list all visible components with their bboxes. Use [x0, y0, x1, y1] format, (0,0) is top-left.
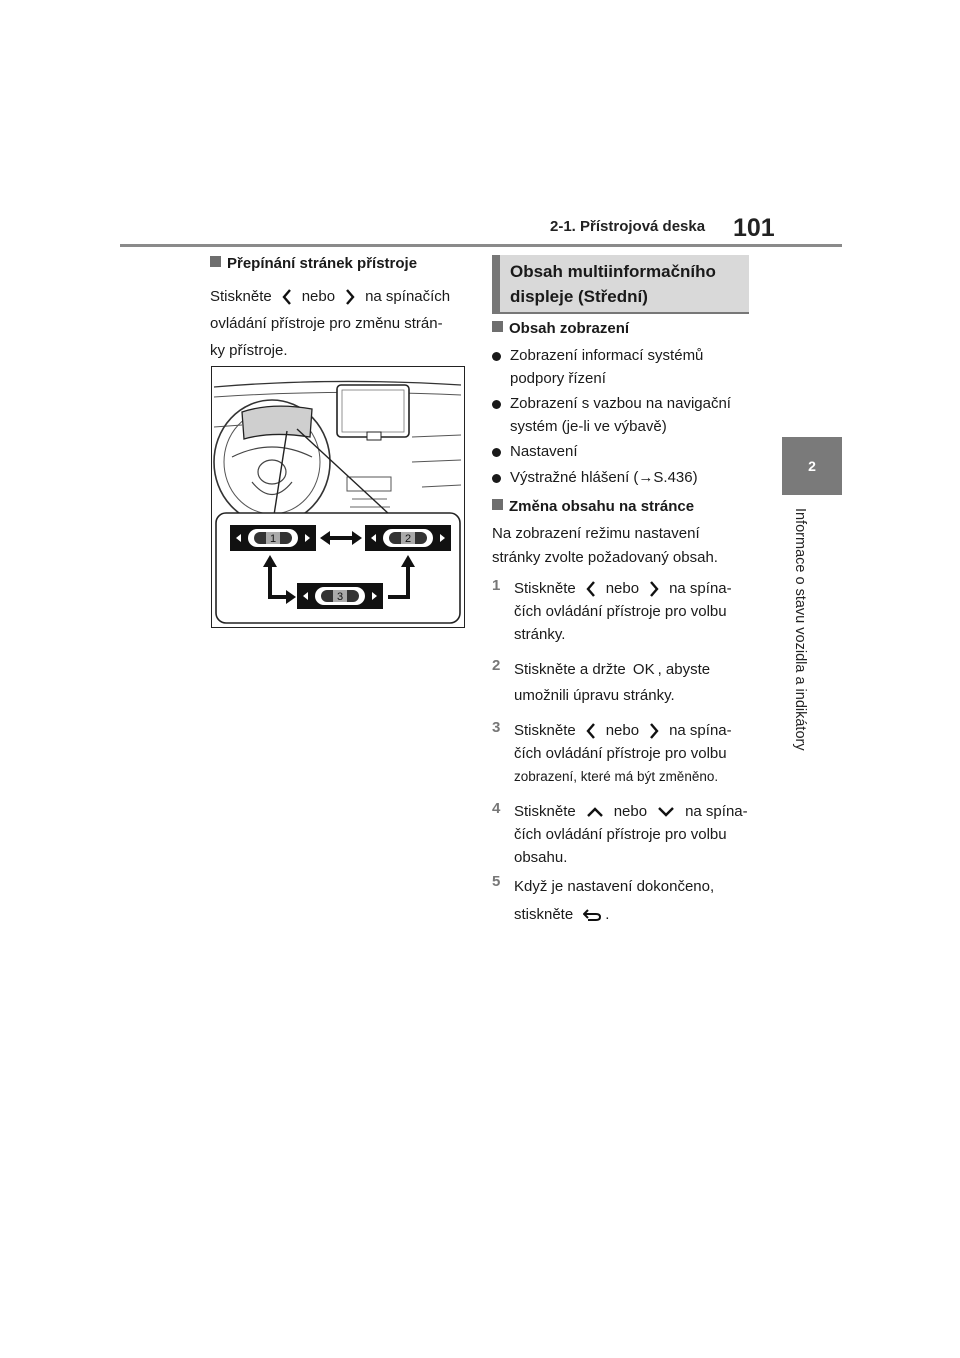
- chapter-tab: [782, 437, 842, 495]
- chevron-right-icon: [345, 288, 355, 306]
- text-word: .: [605, 906, 610, 923]
- step-number: 5: [492, 873, 501, 890]
- bullet-text: Nastavení: [510, 443, 578, 460]
- text-word: na spínačích: [365, 288, 451, 305]
- step-3: [492, 719, 754, 789]
- title-line: displeje (Střední): [510, 287, 648, 306]
- page-number: 101: [733, 214, 775, 242]
- header-rule: [120, 244, 842, 247]
- heading-square-icon: [492, 499, 503, 510]
- step-1: [492, 577, 754, 647]
- text-word: Stiskněte: [210, 288, 272, 305]
- chevron-right-icon: [649, 722, 659, 740]
- text-word: nebo: [605, 722, 640, 739]
- text-word: nebo: [301, 288, 336, 305]
- bullet-text: Zobrazení informací systémů: [510, 347, 704, 364]
- text-word: na spína-: [669, 580, 732, 597]
- step-line: čích ovládání přístroje pro volbu: [514, 826, 727, 843]
- back-arrow-icon: [583, 908, 601, 922]
- step-line: zobrazení, které má být změněno.: [514, 769, 719, 784]
- chapter-number: 2: [808, 458, 816, 474]
- step-line: stránky.: [514, 626, 566, 643]
- bullet-item: [492, 466, 754, 489]
- section-title: 2-1. Přístrojová deska: [550, 218, 706, 235]
- text-word: Stiskněte a držte: [514, 661, 626, 678]
- step-number: 3: [492, 719, 501, 736]
- dashboard-figure: [211, 366, 465, 628]
- chevron-left-icon: [282, 288, 292, 306]
- step-line: Když je nastavení dokončeno,: [514, 878, 715, 895]
- page-3-label: 3: [336, 591, 344, 603]
- bullet-dot-icon: [492, 400, 501, 409]
- title-line: Obsah multiinformačního: [510, 262, 716, 281]
- step-line: [514, 657, 759, 683]
- chevron-left-icon: [586, 580, 596, 598]
- paragraph-line: ky přístroje.: [210, 342, 288, 359]
- paragraph-line: ovládání přístroje pro změnu strán-: [210, 315, 443, 332]
- text-word: , abyste: [657, 661, 711, 678]
- bullet-item: [492, 392, 754, 438]
- chapter-label-text: Informace o stavu vozidla a indikátory: [792, 508, 808, 751]
- bullet-text: Zobrazení s vazbou na navigační: [510, 395, 731, 412]
- subheading-display-content: [492, 320, 629, 337]
- title-rule: [492, 312, 749, 314]
- step-line: čích ovládání přístroje pro volbu: [514, 745, 727, 762]
- step-number: 2: [492, 657, 501, 674]
- step-4: [492, 800, 754, 870]
- bullet-text: systém (je-li ve výbavě): [510, 418, 667, 435]
- page-switch-paragraph: [210, 283, 480, 364]
- bullet-item: [492, 440, 754, 463]
- chapter-label: [770, 508, 834, 768]
- heading-square-icon: [492, 321, 503, 332]
- subheading-change-content: [492, 498, 694, 515]
- dashboard-illustration: [212, 367, 463, 626]
- step-line: čích ovládání přístroje pro volbu: [514, 603, 727, 620]
- paragraph-line: Na zobrazení režimu nastavení: [492, 525, 700, 542]
- subheading-text: Změna obsahu na stránce: [509, 498, 695, 515]
- chevron-left-icon: [586, 722, 596, 740]
- step-line: umožnili úpravu stránky.: [514, 687, 675, 704]
- section-title-box: [492, 255, 749, 312]
- page-1-label: 1: [269, 533, 277, 545]
- subheading-page-switch: [210, 255, 417, 272]
- text-word: na spína-: [669, 722, 732, 739]
- paragraph-line: stránky zvolte požadovaný obsah.: [492, 549, 718, 566]
- chevron-down-icon: [657, 806, 675, 818]
- change-content-paragraph: [492, 522, 754, 570]
- step-number: 4: [492, 800, 501, 817]
- step-line: [514, 800, 759, 823]
- bullet-dot-icon: [492, 352, 501, 361]
- text-word: Stiskněte: [514, 580, 576, 597]
- subheading-text: Přepínání stránek přístroje: [227, 255, 418, 272]
- text-word: Stiskněte: [514, 722, 576, 739]
- step-line: [514, 577, 759, 600]
- bullet-dot-icon: [492, 474, 501, 483]
- step-line: obsahu.: [514, 849, 568, 866]
- text-word: nebo: [605, 580, 640, 597]
- step-number: 1: [492, 577, 501, 594]
- step-5: [492, 873, 754, 928]
- bullet-text: Výstražné hlášení (→S.436): [510, 469, 698, 486]
- text-word: stiskněte: [514, 906, 574, 923]
- step-2: [492, 657, 754, 707]
- step-line: [514, 901, 759, 929]
- chevron-up-icon: [586, 806, 604, 818]
- bullet-dot-icon: [492, 448, 501, 457]
- text-word: na spína-: [685, 803, 748, 820]
- subheading-text: Obsah zobrazení: [509, 320, 630, 337]
- text-word: nebo: [613, 803, 648, 820]
- page-2-label: 2: [404, 533, 412, 545]
- step-line: [514, 719, 759, 742]
- chevron-right-icon: [649, 580, 659, 598]
- heading-square-icon: [210, 256, 221, 267]
- bullet-text: podpory řízení: [510, 370, 606, 387]
- paragraph-line: [210, 283, 480, 310]
- bullet-item: [492, 344, 754, 390]
- ok-button-glyph: OK: [632, 661, 655, 678]
- text-word: Stiskněte: [514, 803, 576, 820]
